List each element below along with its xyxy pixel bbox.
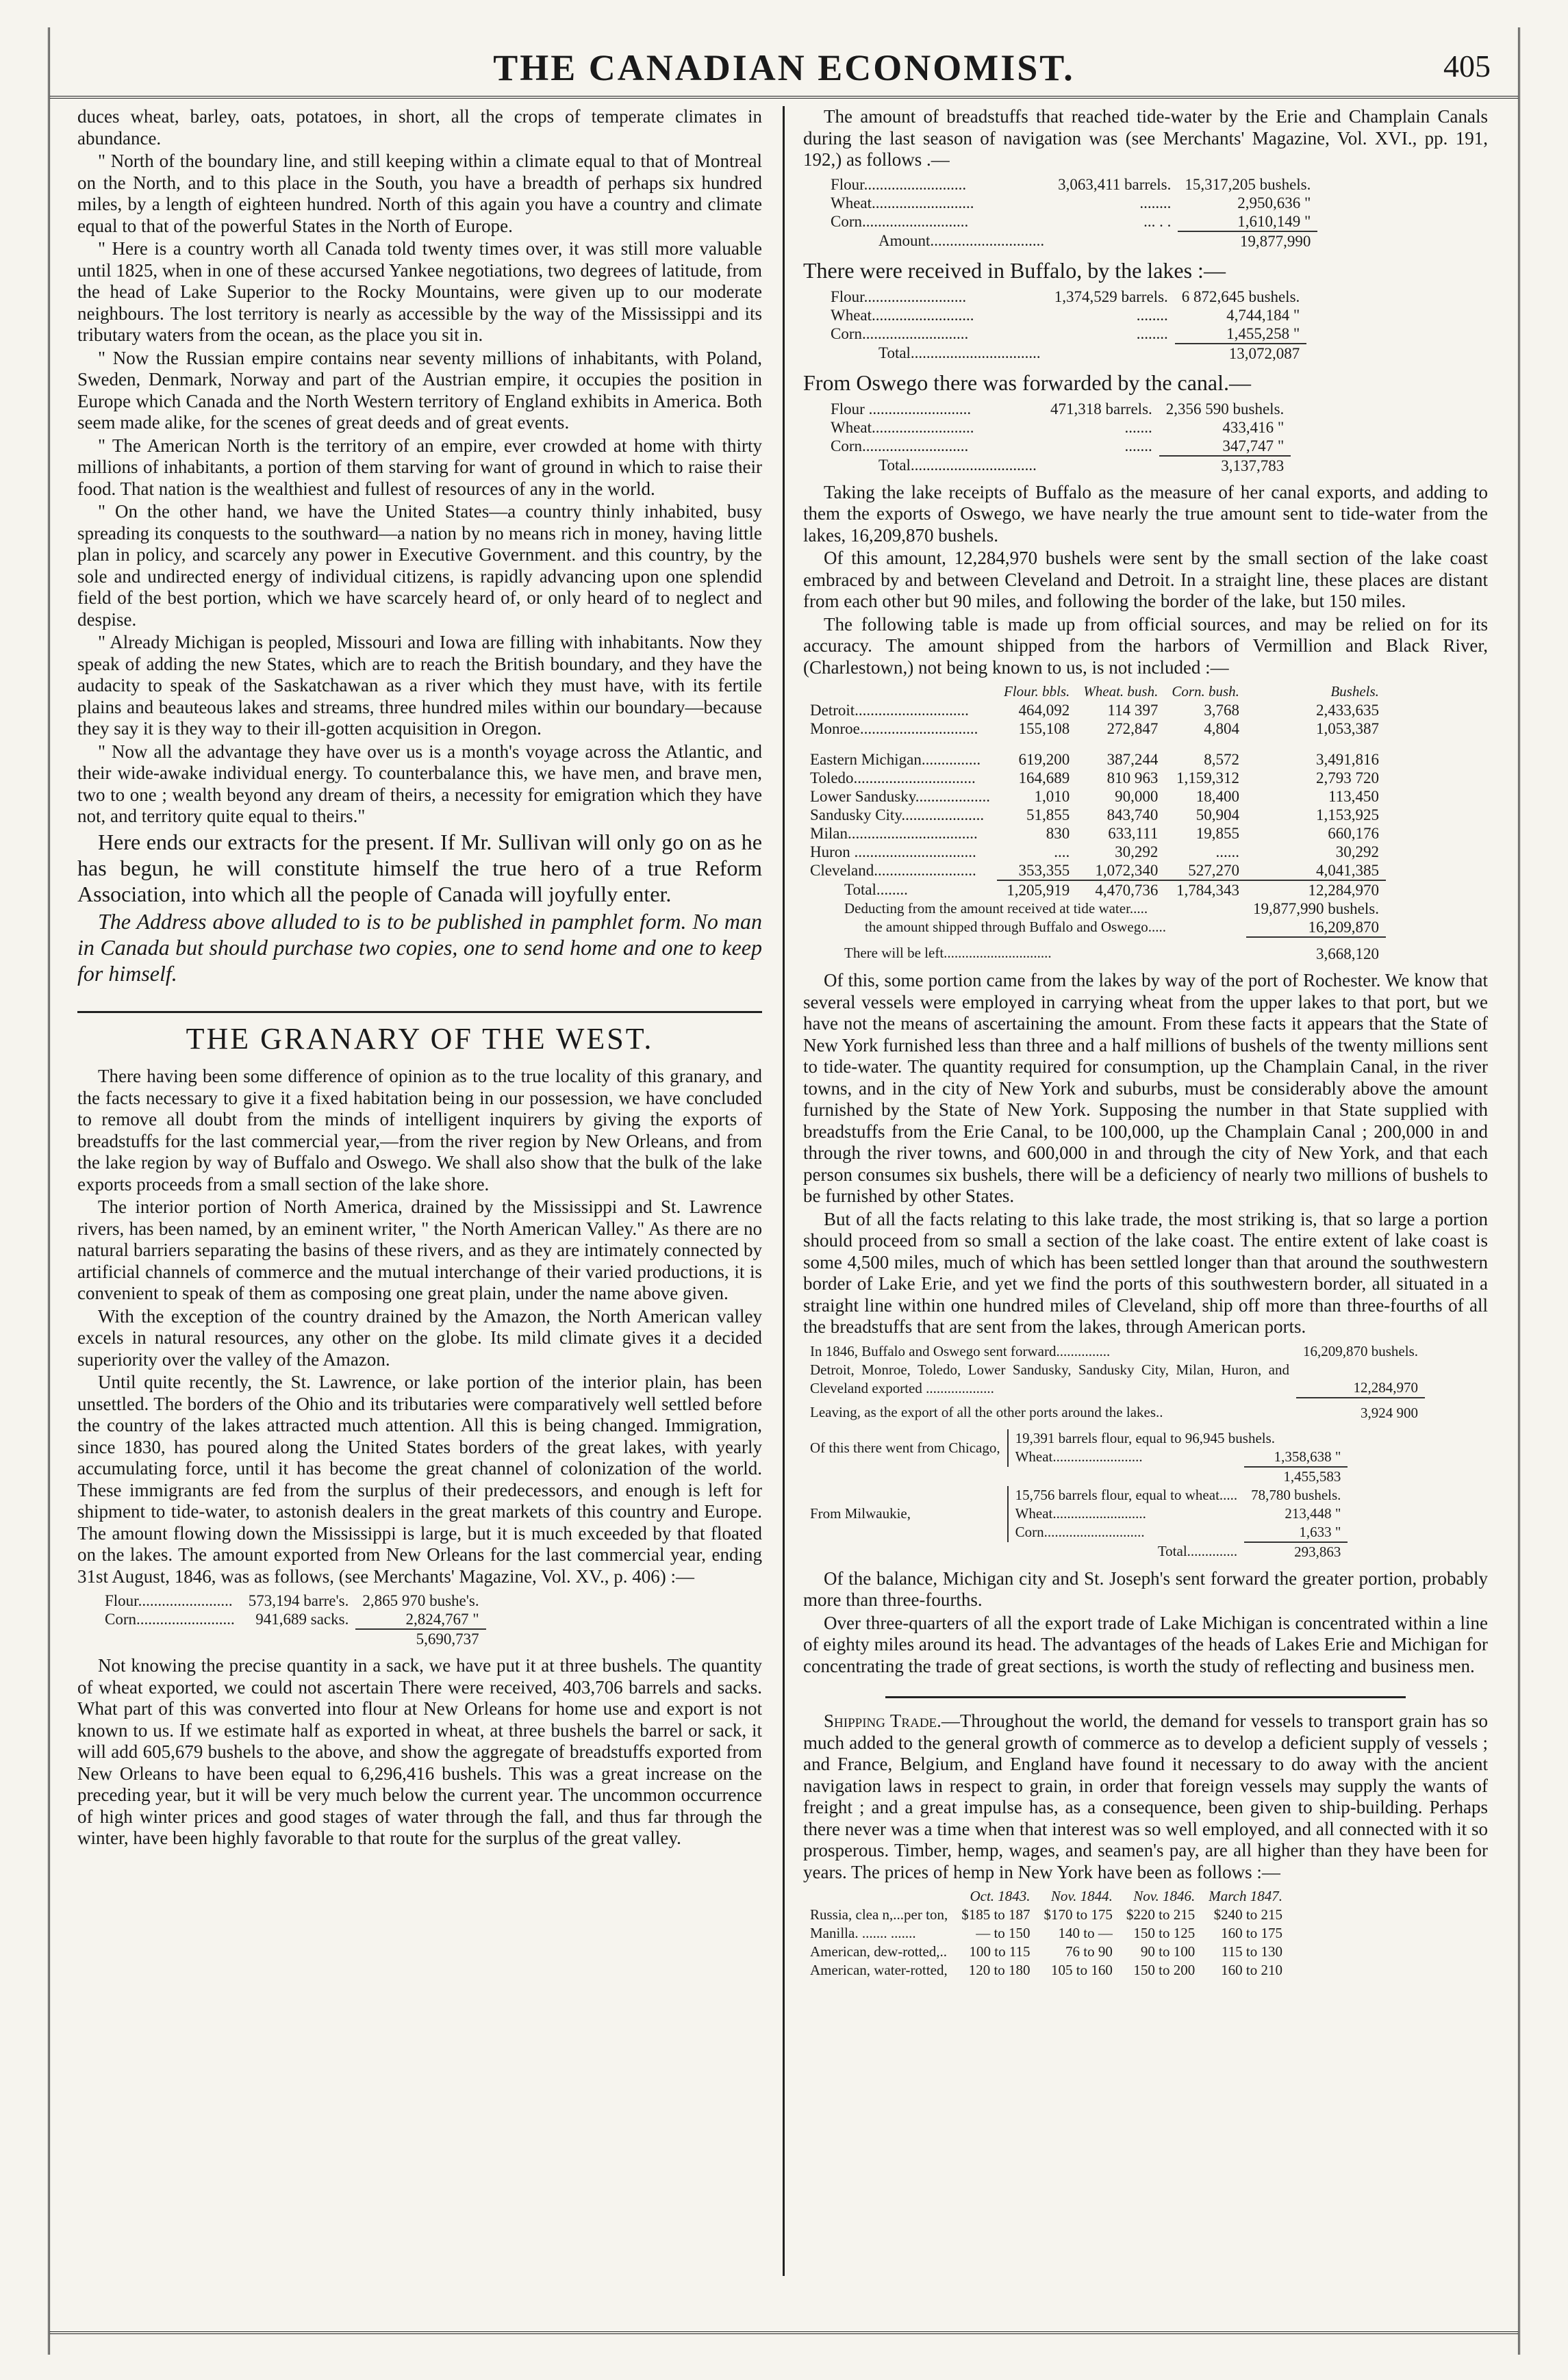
table-cell: 160 to 175: [1221, 1925, 1282, 1941]
table-cell: 160 to 210: [1221, 1962, 1282, 1978]
table-row: [803, 1486, 1348, 1505]
table-cell: Corn...........................: [831, 437, 969, 455]
table-cell: American, dew-rotted,..: [810, 1943, 948, 1960]
table-cell: 105 to 160: [1051, 1962, 1113, 1978]
table-cell: 50,904: [1196, 806, 1239, 823]
table-cell: 843,740: [1107, 806, 1159, 823]
table-cell: ........: [1139, 194, 1172, 212]
table-total: 1,455,583: [1244, 1467, 1348, 1486]
paragraph: duces wheat, barley, oats, potatoes, in short, all the crops of temperate climates in abundance.: [77, 106, 762, 149]
paragraph: With the exception of the country drained by the Amazon, the North American valley excels in natural resources, any other on the globe. Its mild climate gives it a decided superiority over the valley of the Amazon.: [77, 1305, 762, 1370]
table-cell: 347,747 ": [1222, 437, 1285, 455]
column-header: [803, 1887, 954, 1906]
table-cell: $240 to 215: [1213, 1906, 1282, 1923]
table-cell: Amount.............................: [878, 231, 1045, 249]
table-row: [803, 824, 1386, 843]
shipping-trade-paragraph: [803, 1711, 1488, 1883]
table-cell: 78,780 bushels.: [1251, 1486, 1341, 1503]
table-cell: .......: [1124, 437, 1152, 455]
table-cell: 150 to 200: [1133, 1962, 1196, 1978]
table-cell: 353,355: [1018, 862, 1070, 879]
hemp-prices-table: [803, 1887, 1289, 1980]
table-cell: Total........: [844, 881, 908, 898]
table-row: [803, 861, 1386, 880]
table-cell: Wheat..........................: [1008, 1505, 1245, 1523]
table-cell: ........: [1136, 324, 1168, 342]
column-header: [803, 682, 997, 701]
table-cell: Corn...........................: [831, 212, 969, 230]
section-title: THE GRANARY OF THE WEST.: [77, 1011, 762, 1050]
column-header: Wheat. bush.: [1083, 683, 1159, 700]
newspaper-page: [48, 27, 1520, 2355]
table-cell: 2,793 720: [1315, 769, 1379, 786]
paragraph: The amount of breadstuffs that reached tide-water by the Erie and Champlain Canals during the last season of navigation was (see Merchants' Magazine, Vol. XVI., pp. 191, 192,) as follows .—: [803, 106, 1488, 170]
oswego-table: [824, 400, 1291, 475]
summary-table: [803, 1342, 1425, 1422]
column-header: March 1847.: [1209, 1888, 1282, 1904]
table-cell: 2,433,635: [1315, 702, 1379, 719]
table-cell: 4,744,184 ": [1226, 306, 1300, 324]
table-cell: Deducting from the amount received at tide water.....: [844, 900, 1148, 917]
table-cell: 76 to 90: [1065, 1943, 1113, 1960]
table-cell: 150 to 125: [1133, 1925, 1196, 1941]
canal-table: [824, 175, 1317, 251]
column-header: Corn. bush.: [1172, 683, 1239, 700]
paragraph: There were received in Buffalo, by the lakes :—: [803, 257, 1226, 283]
table-cell: 2,824,767 ": [405, 1611, 479, 1628]
table-cell: In 1846, Buffalo and Oswego sent forward...............: [810, 1342, 1111, 1359]
table-cell: Wheat..........................: [831, 418, 974, 436]
table-cell: 1,374,529 barrels.: [1054, 287, 1168, 305]
table-cell: Manilla. ....... .......: [810, 1925, 916, 1941]
table-cell: 15,756 barrels flour, equal to wheat.....: [1008, 1486, 1245, 1505]
table-cell: 527,270: [1188, 862, 1239, 879]
table-cell: 120 to 180: [968, 1962, 1030, 1978]
table-cell: 100 to 115: [969, 1943, 1030, 1960]
table-row: [803, 1398, 1425, 1422]
table-cell: Corn.........................: [105, 1611, 235, 1628]
paragraph: But of all the facts relating to this lake trade, the most striking is, that so large a portion should proceed from so small a section of the lake coast. The entire extent of lake coast is some 4,500 miles, much of which has been settled longer than that around the southwestern border of Lake Erie, and yet we find the ports of this southwestern border, all situated in a straight line within one hundred miles of Cleveland, ship off more than three-fourths of all the breadstuffs that are sent from the lakes, through American ports.: [803, 1208, 1488, 1337]
table-cell: 19,855: [1196, 825, 1239, 842]
paragraph: " The American North is the territory of an empire, ever crowded at home with thirty millions of inhabitants, a portion of them starving for want of ground in which to raise their food. That nation is the wealthiest and fullest of resources of any in the world.: [77, 435, 762, 499]
table-cell: Monroe..............................: [810, 720, 978, 737]
paragraph: Of this, some portion came from the lakes by way of the port of Rochester. We know that several vessels were employed in carrying wheat from the upper lakes to that port, but we have not the means of ascertaining the amount. From these facts it appears that the State of New York furnished less than three and a half millions of bushels of the twenty millions sent to tide-water. The quantity required for consumption, up the Champlain Canal, in the river towns, and in the city of New York and suburbs, must be considerably above the amount furnished by the State of New York. Supposing the number in that State supplied with breadstuffs from the Erie Canal, to be 100,000, up the Champlain Canal ; 200,000 in and through the river towns, and 600,000 in and through the city of New York, and that each person consumes six bushels, there will be a deficiency of nearly two millions of bushels to be furnished by other States.: [803, 970, 1488, 1206]
table-cell: 3,924 900: [1296, 1398, 1425, 1422]
table-header-row: [803, 1887, 1289, 1906]
column-header: Nov. 1846.: [1133, 1888, 1196, 1904]
table-cell: Flour..........................: [831, 287, 967, 305]
paragraph: Here ends our extracts for the present. If Mr. Sullivan will only go on as he has begun, he will constitute himself the true hero of a true Reform Association, into which all the people of Canada will joyfully enter.: [77, 829, 762, 906]
table-cell: 4,041,385: [1315, 862, 1379, 879]
table-cell: the amount shipped through Buffalo and Oswego.....: [865, 919, 1166, 935]
table-cell: $220 to 215: [1126, 1906, 1196, 1923]
table-cell: Flour..........................: [831, 175, 967, 193]
table-cell: 30,292: [1335, 843, 1379, 860]
table-row: [98, 1610, 486, 1629]
table-cell: 90,000: [1115, 788, 1159, 805]
table-cell: Huron ...............................: [810, 843, 976, 860]
table-row: [824, 212, 1317, 231]
table-row: [824, 231, 1317, 251]
table-cell: 660,176: [1328, 825, 1379, 842]
table-total: 293,863: [1244, 1542, 1348, 1561]
buffalo-table: [824, 287, 1306, 363]
paragraph: Not knowing the precise quantity in a sack, we have put it at three bushels. The quantity of wheat exported, we could not ascertain There were received, 403,706 barrels and sacks. What part of this was converted into flour at New Orleans for home use and export is not known to us. If we estimate half as exported in wheat, at three bushels the barrel or sack, it will add 605,679 bushels to the above, and show the aggregate of breadstuffs exported from New Orleans to have been equal to 6,296,416 bushels. This was a great increase on the preceding year, but it will be very much below the current year. The uncommon occurrence of high winter prices and good stages of water through the fall, and thus far through the winter, have been highly favorable to that route for the surplus of the great valley.: [77, 1655, 762, 1848]
table-cell: American, water-rotted,: [810, 1962, 948, 1978]
table-cell: Milan.................................: [810, 825, 978, 842]
table-cell: $170 to 175: [1044, 1906, 1113, 1923]
italic-note: The Address above alluded to is to be published in pamphlet form. No man in Canada but should purchase two copies, one to send home and one to keep for himself.: [77, 908, 762, 986]
table-row: [803, 1943, 1289, 1961]
table-cell: 464,092: [1018, 702, 1070, 719]
paragraph: There having been some difference of opinion as to the true locality of this granary, and the facts necessary to give it a fixed habitation being in our possession, we have concluded to remove all doubt from the minds of intelligent inquirers by giving the exports of breadstuffs for the last commercial year,—from the river region by New Orleans, and from the lake region by way of Buffalo and Oswego. We shall also show that the bulk of the lake exports proceeds from a small section of the lake shore.: [77, 1066, 762, 1194]
right-column: [803, 106, 1488, 1986]
paragraph: " On the other hand, we have the United States—a country thinly inhabited, busy spreading its conquests to the southward—a nation by no means rich in money, having little plan in policy, and scarcely any power in Executive Government. and this country, by the sole and undirected energy of individual citizens, is rapidly advancing upon one splendid field of the best portion, which we have scarcely heard of, or only heard of to neglect and despise.: [77, 501, 762, 630]
table-row: [824, 175, 1317, 194]
table-cell: 810 963: [1107, 769, 1159, 786]
table-row: [803, 1924, 1289, 1943]
shipping-trade-lead: Shipping Trade.: [824, 1711, 941, 1731]
table-cell: 8,572: [1204, 751, 1239, 768]
column-header: Nov. 1844.: [1050, 1888, 1113, 1904]
table-row: [824, 306, 1306, 324]
table-cell: 12,284,970: [1246, 880, 1386, 899]
table-cell: 213,448 ": [1285, 1505, 1341, 1522]
table-cell: 140 to —: [1058, 1925, 1113, 1941]
table-row: [824, 287, 1306, 306]
column-header: Oct. 1843.: [970, 1888, 1030, 1904]
table-row: [98, 1629, 486, 1648]
table-cell: 1,159,312: [1176, 769, 1239, 786]
table-cell: Total................................: [878, 456, 1037, 474]
table-cell: 573,194 barre's.: [248, 1592, 349, 1609]
table-cell: 3,063,411 barrels.: [1058, 175, 1172, 193]
table-cell: Cleveland..........................: [810, 862, 976, 879]
table-row: [803, 899, 1386, 918]
table-cell: 1,010: [1034, 788, 1070, 805]
table-cell: ... . .: [1143, 212, 1172, 230]
table-row: [803, 750, 1386, 769]
shipping-trade-text: —Throughout the world, the demand for vessels to transport grain has so much added to the general growth of commerce as to develop a deficient supply of vessels ; and France, Belgium, and England have found it necessary to do away with the ancient navigation laws in respect to grain, in order that foreign vessels may supply the wants of freight ; and a great impulse has, as a consequence, been given to ship-building. Perhaps there never was a time when that interest was so well employed, and all connected with it so prosperous. Timber, hemp, wages, and seamen's pay, are all higher than they have been for years. The prices of hemp in New York have been as follows :—: [803, 1711, 1488, 1882]
paragraph: From Oswego there was forwarded by the canal.—: [803, 370, 1252, 395]
table-cell: 272,847: [1107, 720, 1159, 737]
left-column: [77, 106, 762, 1851]
table-cell: Lower Sandusky...................: [810, 788, 990, 805]
table-cell: Corn...........................: [831, 324, 969, 342]
table-cell: 1,455,258 ": [1226, 324, 1300, 342]
table-cell: 113,450: [1328, 788, 1379, 805]
ports-table: [803, 682, 1386, 963]
table-total: 3,137,783: [1159, 456, 1291, 475]
paragraph: Of the balance, Michigan city and St. Joseph's sent forward the greater portion, probably more than three-fourths.: [803, 1568, 1488, 1610]
table-total: 19,877,990: [1178, 231, 1317, 251]
column-header: Bushels.: [1330, 683, 1379, 700]
table-cell: 16,209,870 bushels.: [1303, 1342, 1418, 1359]
table-cell: $185 to 187: [961, 1906, 1030, 1923]
table-row: [803, 1429, 1348, 1448]
paragraph: Over three-quarters of all the export trade of Lake Michigan is concentrated within a line of eighty miles around its head. The advantages of the heads of Lakes Erie and Michigan for concentrating the trade of great sections, is worth the study of reflecting and business men.: [803, 1612, 1488, 1676]
table-cell: Total..............: [1157, 1542, 1238, 1559]
table-cell: 3,491,816: [1315, 751, 1379, 768]
table-cell: 51,855: [1026, 806, 1070, 823]
table-cell: 30,292: [1115, 843, 1159, 860]
bottom-border: [50, 2331, 1518, 2334]
table-cell: Flour ..........................: [831, 400, 972, 418]
table-cell: ......: [1215, 843, 1239, 860]
table-row: [824, 194, 1317, 212]
table-row: [803, 1542, 1348, 1561]
table-cell: 155,108: [1018, 720, 1070, 737]
table-cell: 18,400: [1196, 788, 1239, 805]
table-cell: Total.................................: [878, 344, 1041, 361]
table-cell: — to 150: [976, 1925, 1030, 1941]
table-cell: Wheat.........................: [1008, 1448, 1245, 1467]
paragraph: " Now the Russian empire contains near seventy millions of inhabitants, with Poland, Sweden, Denmark, Norway and part of the Austrian empire, it occupies the position in Europe which Canada and the North Western territory of England exhibits in America. Both seem made alike, for the scenes of great deeds and of great events.: [77, 347, 762, 433]
section-divider: [885, 1696, 1406, 1698]
table-cell: Russia, clea n,...per ton,: [810, 1906, 948, 1923]
table-cell: 1,358,638 ": [1274, 1448, 1341, 1465]
table-cell: 1,205,919: [997, 880, 1076, 899]
table-row: [803, 806, 1386, 824]
table-cell: 2,865 970 bushe's.: [362, 1592, 479, 1609]
table-cell: 3,768: [1204, 702, 1239, 719]
table-cell: 1,610,149 ": [1237, 212, 1311, 230]
table-cell: 1,784,343: [1165, 880, 1246, 899]
paragraph: " Here is a country worth all Canada told twenty times over, it was still more valuable until 1825, when in one of these accursed Yankee negotiations, two degrees of latitude, from the head of Lake Superior to the Rocky Mountains, were given up to our moderate neighbours. The lost territory is nearly as accessible by the way of the Mississippi and its tributary waters from the ocean, as the place you sit in.: [77, 238, 762, 345]
table-total-row: [803, 880, 1386, 899]
table-cell: Wheat..........................: [831, 306, 974, 324]
table-cell: 619,200: [1018, 751, 1070, 768]
table-cell: Flour........................: [105, 1592, 233, 1609]
table-total: 3,668,120: [1246, 937, 1386, 963]
table-cell: 4,470,736: [1076, 880, 1165, 899]
table-cell: 164,689: [1018, 769, 1070, 786]
table-row: [803, 1906, 1289, 1924]
table-cell: 16,209,870: [1308, 919, 1379, 936]
table-cell: Eastern Michigan...............: [810, 751, 981, 768]
table-cell: Detroit, Monroe, Toledo, Lower Sandusky, Sandusky City, Milan, Huron, and Cleveland exported ...................: [810, 1361, 1289, 1396]
table-row: [824, 400, 1291, 418]
table-row: [803, 937, 1386, 963]
table-cell: 115 to 130: [1221, 1943, 1282, 1960]
paragraph: Of this amount, 12,284,970 bushels were sent by the small section of the lake coast embraced by and between Cleveland and Detroit. In a straight line, these places are distant from each other but 90 miles, and following the border of the lake, but 150 miles.: [803, 548, 1488, 611]
table-row: [803, 719, 1386, 738]
table-cell: 433,416 ": [1222, 418, 1285, 436]
table-row: [98, 1591, 486, 1610]
table-cell: 387,244: [1107, 751, 1159, 768]
table-cell: 4,804: [1204, 720, 1239, 737]
new-orleans-table: [98, 1591, 486, 1648]
table-row: [824, 418, 1291, 437]
table-cell: 633,111: [1108, 825, 1159, 842]
table-row: [803, 787, 1386, 806]
table-cell: 114 397: [1107, 702, 1159, 719]
table-total: 13,072,087: [1175, 344, 1307, 363]
column-divider: [783, 106, 785, 2276]
table-cell: ........: [1136, 306, 1168, 324]
table-cell: From Milwaukie,: [810, 1505, 911, 1522]
table-cell: Wheat..........................: [831, 194, 974, 212]
table-row: [824, 456, 1291, 475]
table-row: [824, 324, 1306, 344]
table-row: [803, 769, 1386, 787]
paragraph: The interior portion of North America, drained by the Mississippi and St. Lawrence rivers, has been named, by an eminent writer, " the North American Valley." As there are no natural barriers separating the basins of these rivers, and as they are intimately connected by artificial channels of commerce and the mutual interchange of their varied productions, it is convenient to speak of them as composing one great plain, under the name above given.: [77, 1197, 762, 1303]
table-row: [803, 1361, 1425, 1398]
table-row: [803, 843, 1386, 861]
table-cell: 1,053,387: [1315, 720, 1379, 737]
paragraph: " Now all the advantage they have over us is a month's voyage across the Atlantic, and their wide-awake individual energy. To counterbalance this, we have men, and brave men, two to one ; wealth beyond any dream of theirs, a necessity for emigration which they have not, and territory quite equal to theirs.": [77, 741, 762, 826]
table-cell: Toledo...............................: [810, 769, 976, 786]
paragraph: Taking the lake receipts of Buffalo as the measure of her canal exports, and adding to them the exports of Oswego, we have nearly the true amount sent to tide-water from the lakes, 16,209,870 bushels.: [803, 481, 1488, 546]
table-cell: 90 to 100: [1140, 1943, 1196, 1960]
table-row: [803, 701, 1386, 719]
table-row: [824, 437, 1291, 456]
table-cell: 941,689 sacks.: [255, 1611, 349, 1628]
table-cell: 2,356 590 bushels.: [1165, 400, 1285, 418]
table-cell: 1,072,340: [1095, 862, 1159, 879]
paragraph: Until quite recently, the St. Lawrence, or lake portion of the interior plain, has been unsettled. The borders of the Ohio and its tributaries were comparatively well settled before the country of the lakes attracted much attention. All this is being changed. Immigration, since 1830, has poured along the United States borders of the great lakes, with yearly accumulating force, until it has become the great channel of colonization of the world. These immigrants are fed from the surplus of their predecessors, and enough is left for shipment to tide-water, to astonish dealers in the great markets of this country and Europe. The amount flowing down the Mississippi is large, but it is much exceeded by that floated on the lakes. The amount exported from New Orleans for the last commercial year, ending 31st August, 1846, was as follows, (see Merchants' Magazine, Vol. XV., p. 406) :—: [77, 1372, 762, 1587]
table-cell: 19,391 barrels flour, equal to 96,945 bushels.: [1008, 1429, 1348, 1448]
table-cell: Leaving, as the export of all the other ports around the lakes..: [810, 1403, 1163, 1420]
chicago-table: [803, 1429, 1348, 1561]
table-cell: Sandusky City.....................: [810, 806, 985, 823]
paragraph: " Already Michigan is peopled, Missouri and Iowa are filling with inhabitants. Now they speak of adding the new States, which are to reach the British boundary, and they have the audacity to speak of the Saskatchawan as a river which they must have, with its fertile plains and beauteous lakes and streams, three hundred miles within our boundary—because they say it is they way to their ill-gotten acquisition in Oregon.: [77, 632, 762, 739]
table-cell: Detroit.............................: [810, 702, 969, 719]
table-cell: 6 872,645 bushels.: [1181, 287, 1300, 305]
table-cell: There will be left..............................: [844, 945, 1052, 961]
page-header: [50, 27, 1518, 99]
paragraph: The following table is made up from official sources, and may be relied on for its accuracy. The amount shipped from the harbors of Vermillion and Black River, (Charlestown,) not being known to us, is not included :—: [803, 613, 1488, 678]
table-cell: 1,153,925: [1315, 806, 1379, 823]
table-cell: .......: [1124, 418, 1152, 436]
table-cell: 15,317,205 bushels.: [1185, 175, 1311, 193]
table-total: 5,690,737: [355, 1629, 485, 1648]
table-header-row: [803, 682, 1386, 701]
table-row: [803, 1467, 1348, 1486]
table-cell: ....: [1054, 843, 1070, 860]
table-cell: 471,318 barrels.: [1050, 400, 1152, 418]
paragraph: " North of the boundary line, and still keeping within a climate equal to that of Montreal on the North, and to this place in the South, you have a breadth of perhaps six hundred miles, by a length of eighteen hundred. North of this again you have a country and climate equal to that of the powerful States in the North of Europe.: [77, 151, 762, 236]
table-cell: 19,877,990 bushels.: [1252, 900, 1379, 917]
table-row: [803, 1961, 1289, 1980]
table-row: [824, 344, 1306, 363]
table-cell: 12,284,970: [1353, 1379, 1418, 1396]
column-header: Flour. bbls.: [1003, 683, 1070, 700]
table-row: [803, 1342, 1425, 1361]
table-cell: 1,633 ": [1299, 1523, 1341, 1540]
page-number: 405: [1443, 49, 1491, 84]
table-cell: Of this there went from Chicago,: [810, 1439, 1000, 1456]
table-cell: Corn............................: [1008, 1523, 1245, 1542]
page-title: THE CANADIAN ECONOMIST.: [493, 47, 1075, 88]
table-row: [803, 918, 1386, 937]
table-cell: 2,950,636 ": [1237, 194, 1311, 212]
table-cell: 830: [1046, 825, 1070, 842]
